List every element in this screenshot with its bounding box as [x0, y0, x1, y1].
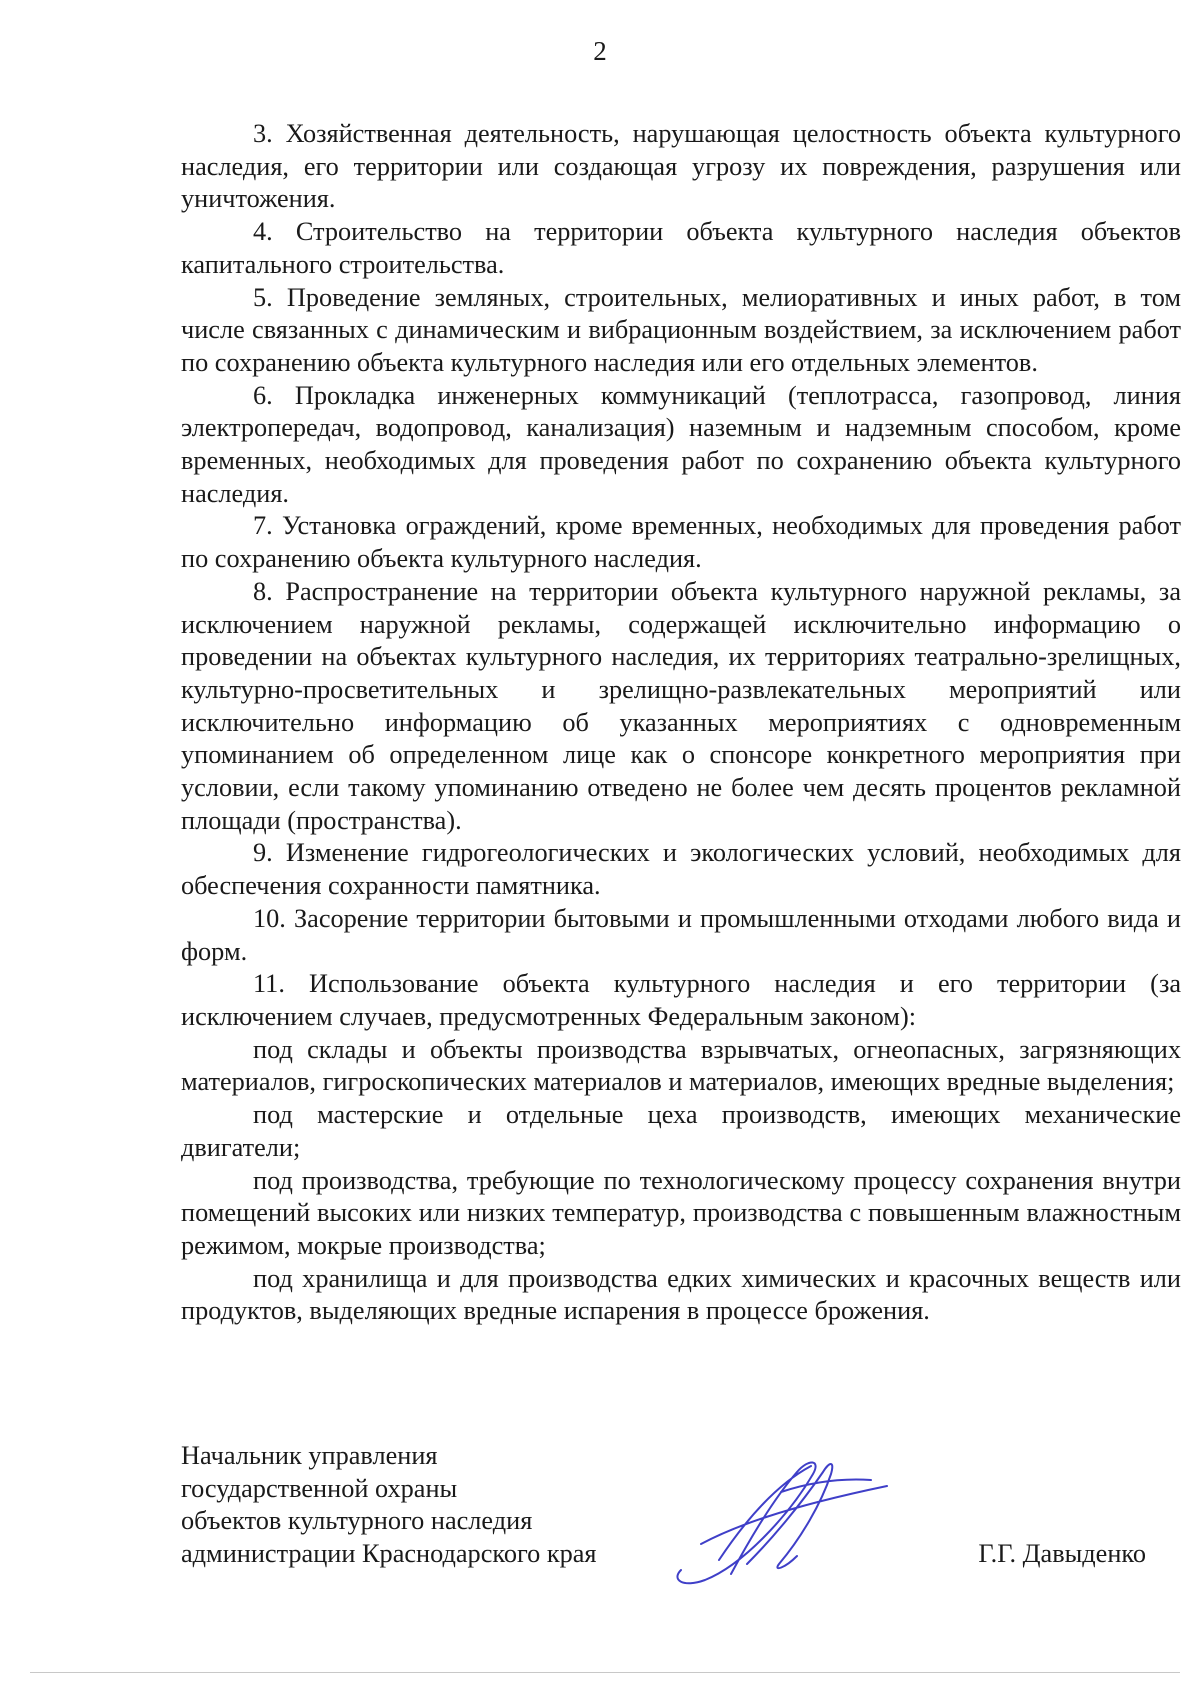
paragraph-item-3: 3. Хозяйственная деятельность, нарушающая целостность объекта культурного наследия, его территории или создающая угрозу их повреждения, разрушения или уничтожения.	[181, 119, 1181, 214]
paragraph-item-4: 4. Строительство на территории объекта культурного наследия объектов капитального строительства.	[181, 217, 1181, 279]
signer-position-line: Начальник управления	[181, 1441, 438, 1470]
bottom-rule	[30, 1672, 1180, 1673]
paragraph-item-9: 9. Изменение гидрогеологических и экологических условий, необходимых для обеспечения сохранности памятника.	[181, 838, 1181, 901]
signer-position-line: администрации Краснодарского края	[181, 1539, 597, 1569]
document-body	[181, 118, 1181, 1328]
signature-block	[181, 1440, 1181, 1571]
paragraph-item-7: 7. Установка ограждений, кроме временных, необходимых для проведения работ по сохранению объекта культурного наследия.	[181, 511, 1181, 574]
signer-position-line: объектов культурного наследия	[181, 1506, 533, 1536]
handwritten-signature	[661, 1452, 891, 1592]
paragraph-subitem-storage: под хранилища и для производства едких химических и красочных веществ или продуктов, выделяющих вредные испарения в процессе брожения.	[181, 1263, 1181, 1326]
paragraph-item-5: 5. Проведение земляных, строительных, мелиоративных и иных работ, в том числе связанных с динамическим и вибрационным воздействием, за исключением работ по сохранению объекта культурного наследия или его отдельных элементов.	[181, 282, 1181, 377]
signer-name: Г.Г. Давыденко	[978, 1539, 1146, 1568]
paragraph-item-8: 8. Распространение на территории объекта культурного наружной рекламы, за исключением наружной рекламы, содержащей исключительно информацию о проведении на объектах культурного наследия, их территориях театрально-зрелищных, культурно-просветительных и зрелищно-развлекательных мероприятий или исключительно информацию об указанных мероприятиях с одновременным упоминанием об определенном лице как о спонсоре конкретного мероприятия при условии, если такому упоминанию отведено не более чем десять процентов рекламной площади (пространства).	[181, 576, 1181, 835]
paragraph-item-10: 10. Засорение территории бытовыми и промышленными отходами любого вида и форм.	[181, 903, 1181, 966]
paragraph-item-11: 11. Использование объекта культурного наследия и его территории (за исключением случаев, предусмотренных Федеральным законом):	[181, 969, 1181, 1031]
paragraph-subitem-warehouses: под склады и объекты производства взрывчатых, огнеопасных, загрязняющих материалов, гигроскопических материалов и материалов, имеющих вредные выделения;	[181, 1034, 1181, 1097]
paragraph-subitem-temperature: под производства, требующие по технологическому процессу сохранения внутри помещений высоких или низких температур, производства с повышенным влажностным режимом, мокрые производства;	[181, 1165, 1181, 1260]
page-number: 2	[593, 36, 607, 66]
paragraph-subitem-workshops: под мастерские и отдельные цеха производств, имеющих механические двигатели;	[181, 1100, 1181, 1162]
signer-position-line: государственной охраны	[181, 1473, 458, 1503]
paragraph-item-6: 6. Прокладка инженерных коммуникаций (теплотрасса, газопровод, линия электропередач, водопровод, канализация) наземным и надземным способом, кроме временных, необходимых для проведения работ по сохранению объекта культурного наследия.	[181, 380, 1181, 508]
